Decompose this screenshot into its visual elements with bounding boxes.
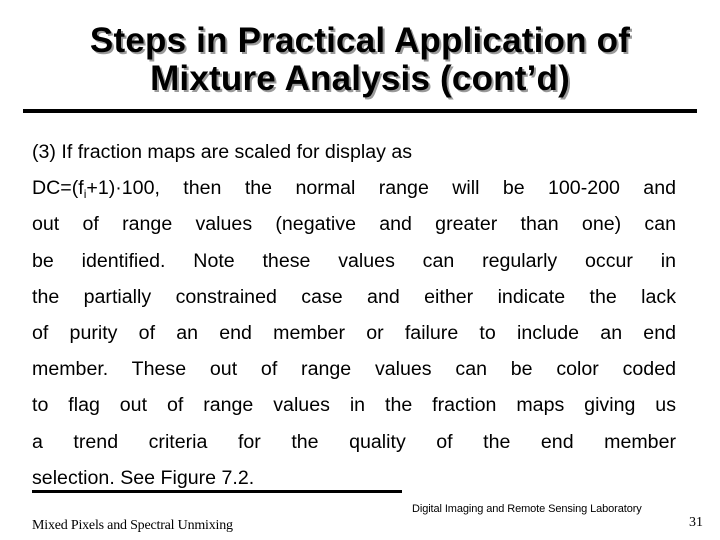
body-line-5: the partially constrained case and either indicate the lack: [32, 285, 676, 308]
body-line-10: selection. See Figure 7.2.: [32, 466, 255, 489]
body-line-6: of purity of an end member or failure to include an end: [32, 321, 676, 344]
footer-course-title: Mixed Pixels and Spectral Unmixing: [32, 518, 233, 533]
body-line-2-start: DC=(f: [32, 177, 84, 200]
body-line-1: (3) If fraction maps are scaled for display as: [32, 141, 413, 163]
page-number: 31: [689, 515, 703, 530]
slide-title: [0, 22, 720, 98]
body-line-3: out of range values (negative and greater than one) can: [32, 213, 676, 236]
body-line-8: to flag out of range values in the fraction maps giving us: [32, 394, 676, 417]
body-line-2-rest: +1)·100, then the normal range will be 100-200 and: [86, 177, 676, 200]
body-line-9: a trend criteria for the quality of the end member: [32, 430, 676, 453]
body-line-2: [32, 170, 676, 206]
title-divider: [23, 109, 697, 113]
slide-title-line-1: Steps in Practical Application of: [89, 21, 631, 60]
body-line-4: be identified. Note these values can regularly occur in: [32, 249, 676, 272]
subscript-i: i: [83, 187, 87, 202]
body-line-7: member. These out of range values can be color coded: [32, 358, 676, 381]
body-paragraph: [32, 134, 676, 496]
footer-lab-name: Digital Imaging and Remote Sensing Laboratory: [412, 503, 642, 515]
slide-title-line-2: Mixture Analysis (cont’d): [150, 59, 570, 98]
footer-divider: [32, 490, 402, 493]
